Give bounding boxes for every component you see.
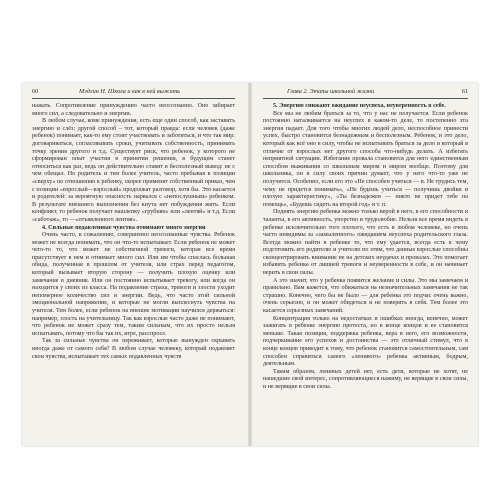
left-page-header [32,88,235,97]
left-header-rule [32,98,235,99]
right-header-rule [263,98,468,99]
paragraph: Так за сильные чувства он переживает, которые вынужден скрывать иногда даже от самого себя? В любом случае человеку, который подавляет свои чувства, испытывает тех самых подавленных чувств [32,338,235,360]
section-heading: 5. Энергию снижают ожидание неуспеха, неуверенность в себе. [273,103,446,109]
left-page-body [32,103,235,442]
paragraph: В любом случае, коме принуждения, есть еще один способ, как заставить энергию и слёз; другой способ – тот, который правда: если человек (даже ребенок) понимает, как-то ему стоит участвовать и заботиться, и что так мир: договариваться, согласовывать сроки, учитывать собственность, принимать точку зрения другого и т.д. Существует риск, что ребенок, у которого не сформирован опыт участия в принятии решения, в будущем станет относиться как раз, ведь он действительно ставит в бесполезный вывод: не с чем обещал. Но родитель и тем более учитель, часто пребывая в позиции «сверху» по отношению к ребенку, скорее применят собственный приказ, чем с позиции «взрослый—взрослый» продолжат разговор, хотя бы. Это касается и родителей: за вероятную опасность нарвался с «непослушным» ребенком. В результате внешнего выполнения без кнута нет побуждения жить. Если конфликт, то ребенок получает нашлепку «грубиян» или «лентяй» и т.д. Если «саботаж», то —«отъявленного лентяя». [32,118,235,223]
paragraph: А это значит, что у ребенка появится желание и силы. Это мы замечаем и правильно. Вам кажется, что обижаться на незначительных замечания не так страшно. Конечно, чего бы не было — для ребенка это подчас очень важно, очень серьезно, и он может обидеться и не поверить в себя. Тем более это касается серьезных замечаний. [263,277,468,315]
paragraph: Очень часто, к сожалению, совершенно неосознанные чувства. Ребенок может не всегда понимать, что он что-то испытывает. Если ребенок не может чего-то то, что может не собственной тревоги, которая все время присутствует в нем и отнимает много сил. Или им чтобы спаслась большая обида, полученная в прошлом от учителя, или страх перед педагогом, который вызывает вторую сторону — получить плохую оценку или замечание в дневник. Или он постоянно испытывает тревогу, или когда он находится у своих из класса. На подавление страха, тревоги и злости уходит непомерное количество сил и энергии. Ведь, что часто этой сильной эмоциональной напряжение, и которые не могли выплеснуть чувства на учителя. Тем более, если ребенок на внешне мотивации научился держаться: например, злость на учительницу. Так как взрослые часто даже не понимают, что ребенок не может сразу тем, таким сильным, что их просто нельзя испытывать, потому что бы так их, игре, расспросе. [32,232,235,337]
right-page-number: 61 [461,88,468,95]
left-page [22,83,249,446]
left-page-number: 60 [32,88,39,95]
right-page [251,83,478,446]
section-heading: 4. Сильные подавленные чувства отнимают много энергии [42,224,206,231]
left-running-title: Мэдлин Н. Школа и как в ней выжить [79,88,180,95]
paragraph: Концентрация только на недостатках и ошибках иногда, конечно, может зажигать в ребенке энергию протеста, но в конце концов и ее становится меньше. Такая позиция, поддержка ребенка, вера в него, его возможности, подчеркивание его успехов и достоинства — это отличный стимул, что в конце концов приводит к тому, что ребенок становится самостоятельным, сам способен справиться самого «ленивого» ребенка активным, бодрым, деятельным. [263,315,468,368]
paragraph: Таким образом, ленивых детей нет, есть дети, которые не хотят, не нашедшие свой интерес, сопротивляющиеся нажиму, не верящие в свои силы, и не верящие в свои силы. [263,368,468,390]
right-page-header [263,88,468,97]
paragraph: Поднять энергию ребенка можно только верой в него, в его способности и таланты, в его активность, упорство и трудолюбие. Нельзя все время видеть в ребенке исключительно того плохого, что есть в любом человеке, но очень часто невидимы за «замыленного» ожиданием неуспеха родительского глаза. Всегда можно найти в ребенке то, что ему удается, всегда есть к чему подготовить его родителю и учителю по этим, что данные взрослые способны сконцентрировать внимание не на детских неудачах и провалах. Это помогает избавить ребенка от лишней тревоги и неуверенности в себе, и он начинает верить в свои силы. [263,209,468,277]
right-page-body [263,103,468,442]
paragraph: Все мы не любим браться за то, что у нас не получается. Если ребенок постоянно наталкивается на неуспех в каком-то деле, то постепенно эта энергия падает. Для того чтобы многих людей дело, неспособное принести успех, быстро становится безнадежным и бесполезным. Ребенок, и это дело, который как всё оно в силу, чтобы не испытывать браться за дело и который в отличие от взрослых нет другого способа что-нибудь делать. А избегать неприятной ситуации. Избегание провала становится для него единственным способом выживания со школьным миром и миром вообще. Поэтому для школьника, он в силу своих причин думает, что у него что-то уже не получится. Особенно, если его это «Не способен учиться — в. Не трудись тем, чему не придется понимать», «Не будешь учиться — получишь двойки и плохую характеристику», «Ты безнадежен — никто не придет тебе на помощь», «Будешь сидеть на второй год» и т. п. [263,110,468,208]
book-spread [22,83,478,446]
paragraph: нажать. Сопротивление принуждению часто неосознанно. Оно забирает много сил, а следовательно и энергии. [32,103,235,117]
right-running-title: Глава 2. Этапы школьной жизни [287,88,375,95]
